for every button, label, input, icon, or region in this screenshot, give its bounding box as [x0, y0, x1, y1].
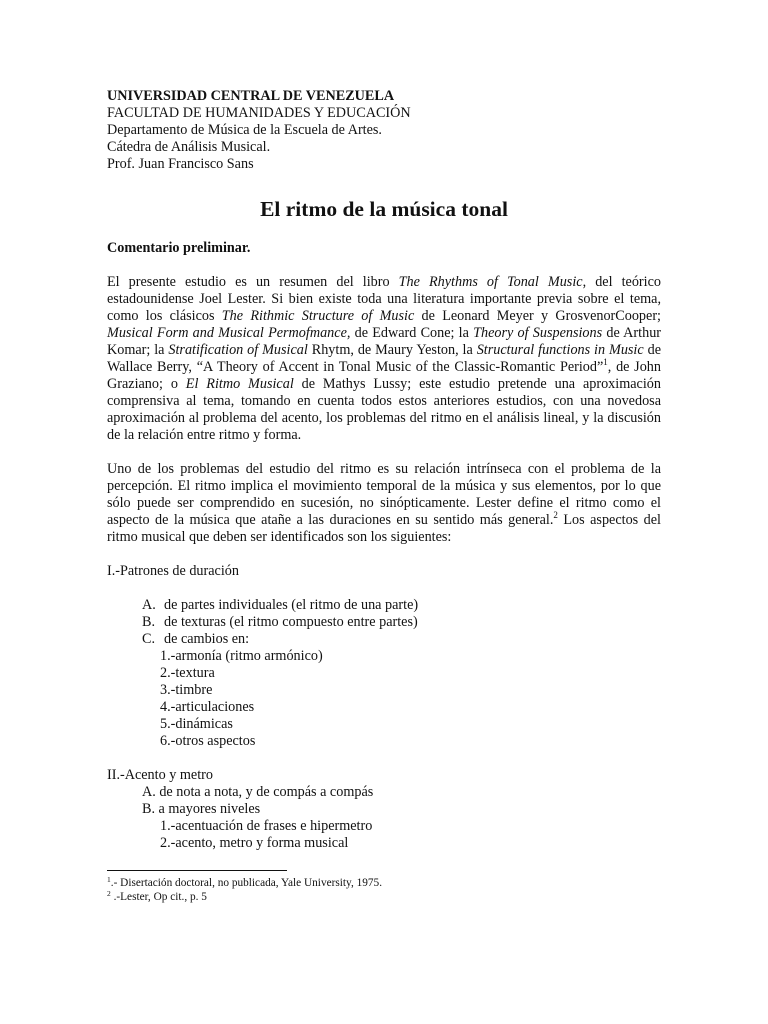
sub-list-item: 6.-otros aspectos	[160, 733, 256, 749]
list-item	[107, 597, 661, 614]
footnote-1	[107, 876, 382, 890]
outline-section-2	[107, 767, 661, 852]
outline-section-1	[107, 563, 661, 750]
footnote-text: .-Lester, Op cit., p. 5	[110, 891, 207, 903]
list-marker: B.	[142, 614, 156, 630]
book-title: Structural functions in Music	[476, 342, 644, 358]
list-item: A. de nota a nota, y de compás a compás	[142, 784, 374, 800]
footnote-ref-1[interactable]: 1	[603, 357, 608, 367]
list-item	[107, 631, 661, 648]
sub-list-item: 3.-timbre	[160, 682, 213, 698]
chair-name: Cátedra de Análisis Musical.	[107, 139, 271, 155]
faculty-name: FACULTAD DE HUMANIDADES Y EDUCACIÓN	[107, 105, 411, 121]
footnote-ref-2[interactable]: 2	[553, 510, 558, 520]
book-title: The Rithmic Structure of Music	[221, 308, 415, 324]
footnote-separator	[107, 870, 287, 871]
list-item: B. a mayores niveles	[142, 801, 261, 817]
sub-list-item: 5.-dinámicas	[160, 716, 233, 732]
footnotes	[107, 876, 382, 904]
paragraph-intro	[107, 274, 661, 444]
paragraph-perception	[107, 461, 661, 546]
sub-list-item: 4.-articulaciones	[160, 699, 255, 715]
list-item-text: de partes individuales (el ritmo de una parte)	[164, 597, 419, 613]
text-run: , del teórico estadounidense Joel Lester. Si bien existe toda una literatura importante previa sobre el tema, como los clásicos	[107, 274, 661, 324]
outline-heading-2: II.-Acento y metro	[107, 767, 213, 783]
institution-header	[107, 88, 661, 173]
book-title: Theory of Suspensions	[473, 325, 603, 341]
outline-heading-1: I.-Patrones de duración	[107, 563, 239, 579]
sub-list-item: 2.-acento, metro y forma musical	[160, 835, 349, 851]
list-marker: C.	[142, 631, 156, 647]
text-run: de Wallace Berry, “A Theory of Accent in Tonal Music of the Classic-Romantic Period”	[107, 342, 661, 375]
document-title: El ritmo de la música tonal	[260, 197, 508, 221]
sub-list-item: 1.-armonía (ritmo armónico)	[160, 648, 323, 664]
text-run: de Leonard Meyer y GrosvenorCooper;	[414, 308, 661, 324]
list-item-text: de cambios en:	[164, 631, 250, 647]
document-page	[107, 88, 661, 852]
book-title: Musical Form and Musical Permofmance,	[107, 325, 351, 341]
text-run: , de John Graziano; o	[107, 359, 661, 392]
book-title: Stratification of Musical	[168, 342, 308, 358]
text-run: El presente estudio es un resumen del libro	[107, 274, 399, 290]
list-item	[107, 614, 661, 631]
outline-list-1	[107, 597, 661, 750]
footnote-mark: 2	[107, 889, 111, 898]
text-run: de Mathys Lussy; este estudio pretende una aproximación comprensiva al tema, tomando en cuenta todos estos anteriores estudios, con una novedosa aproximación al problema del acento, los problemas del ritmo en el análisis lineal, y la discusión de la relación entre ritmo y forma.	[107, 376, 661, 443]
list-marker: A.	[142, 597, 156, 613]
footnote-mark: 1	[107, 875, 111, 884]
text-run: de Edward Cone; la	[350, 325, 474, 341]
text-run: de Arthur Komar; la	[107, 325, 662, 358]
text-run: Uno de los problemas del estudio del ritmo es su relación intrínseca con el problema de la percepción. El ritmo implica el movimiento temporal de la música y sus elementos, por lo que sólo puede ser comprendido en sucesión, no sinópticamente. Lester define el ritmo como el aspecto de la música que atañe a las duraciones en su sentido más general.	[107, 461, 661, 528]
department-name: Departamento de Música de la Escuela de Artes.	[107, 122, 382, 138]
university-name: UNIVERSIDAD CENTRAL DE VENEZUELA	[107, 88, 395, 104]
sub-list-item: 2.-textura	[160, 665, 215, 681]
list-item-text: de texturas (el ritmo compuesto entre partes)	[164, 614, 418, 630]
text-run: Rhytm, de Maury Yeston, la	[307, 342, 477, 358]
book-title: El Ritmo Musical	[185, 376, 294, 392]
professor-name: Prof. Juan Francisco Sans	[107, 156, 254, 172]
section-title: Comentario preliminar.	[107, 240, 251, 256]
footnote-text: .- Disertación doctoral, no publicada, Yale University, 1975.	[110, 877, 383, 889]
text-run: Los aspectos del ritmo musical que deben ser identificados son los siguientes:	[107, 512, 661, 545]
book-title: The Rhythms of Tonal Music	[398, 274, 583, 290]
sub-list-item: 1.-acentuación de frases e hipermetro	[160, 818, 373, 834]
footnote-2	[107, 890, 382, 904]
